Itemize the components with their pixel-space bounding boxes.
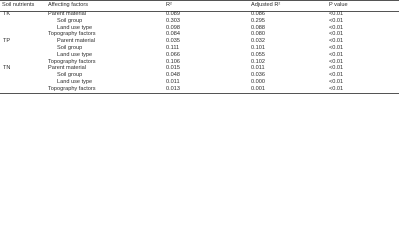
cell-adjusted-r2: 0.032 xyxy=(251,38,265,45)
cell-p-value: <0.01 xyxy=(329,58,344,65)
header-adjusted-r2: Adjusted R² xyxy=(251,2,281,9)
cell-p-value: <0.01 xyxy=(329,65,344,72)
cell-r2: 0.013 xyxy=(166,85,180,92)
table-header-row xyxy=(0,1,399,12)
cell-affecting-factor: Parent material xyxy=(48,65,86,72)
cell-adjusted-r2: 0.055 xyxy=(251,51,265,58)
cell-p-value: <0.01 xyxy=(329,38,344,45)
cell-r2: 0.011 xyxy=(166,79,180,86)
cell-r2: 0.089 xyxy=(166,11,180,18)
header-affecting-factors: Affecting factors xyxy=(48,2,89,9)
cell-affecting-factor: Soil group xyxy=(57,72,83,79)
cell-p-value: <0.01 xyxy=(329,51,344,58)
cell-adjusted-r2: 0.001 xyxy=(251,85,265,92)
cell-affecting-factor: Parent material xyxy=(57,38,95,45)
cell-r2: 0.048 xyxy=(166,72,180,79)
cell-p-value: <0.01 xyxy=(329,17,344,24)
cell-soil-nutrient xyxy=(0,79,46,86)
cell-p-value: <0.01 xyxy=(329,24,344,31)
regression-table xyxy=(0,0,399,94)
cell-adjusted-r2: 0.101 xyxy=(251,45,265,52)
cell-soil-nutrient xyxy=(0,73,46,80)
cell-adjusted-r2: 0.011 xyxy=(251,65,265,72)
cell-r2: 0.106 xyxy=(166,58,180,65)
cell-r2: 0.066 xyxy=(166,51,180,58)
header-p-value: P value xyxy=(329,2,348,9)
cell-affecting-factor: Topography factors xyxy=(48,85,96,92)
cell-soil-nutrient: TK xyxy=(3,11,11,18)
cell-adjusted-r2: 0.088 xyxy=(251,24,265,31)
cell-affecting-factor: Soil group xyxy=(57,45,83,52)
cell-adjusted-r2: 0.102 xyxy=(251,58,265,65)
cell-p-value: <0.01 xyxy=(329,79,344,86)
cell-adjusted-r2: 0.000 xyxy=(251,79,265,86)
header-soil-nutrients: Soil nutrients xyxy=(2,2,35,9)
table-body xyxy=(0,12,399,94)
cell-adjusted-r2: 0.295 xyxy=(251,17,265,24)
header-r2: R² xyxy=(166,2,172,9)
cell-soil-nutrient xyxy=(0,45,46,52)
cell-soil-nutrient xyxy=(0,18,46,25)
cell-p-value: <0.01 xyxy=(329,72,344,79)
cell-r2: 0.084 xyxy=(166,31,180,38)
cell-r2: 0.015 xyxy=(166,65,180,72)
cell-affecting-factor: Topography factors xyxy=(48,31,96,38)
cell-adjusted-r2: 0.086 xyxy=(251,11,265,18)
cell-r2: 0.111 xyxy=(166,45,180,52)
cell-affecting-factor: Topography factors xyxy=(48,58,96,65)
cell-soil-nutrient: TN xyxy=(3,65,11,72)
cell-affecting-factor: Soil group xyxy=(57,17,83,24)
cell-soil-nutrient xyxy=(0,25,46,32)
cell-affecting-factor: Land use type xyxy=(57,24,93,31)
cell-affecting-factor: Land use type xyxy=(57,79,93,86)
cell-affecting-factor: Parent material xyxy=(48,11,86,18)
cell-adjusted-r2: 0.080 xyxy=(251,31,265,38)
cell-p-value: <0.01 xyxy=(329,11,344,18)
cell-soil-nutrient xyxy=(0,86,46,93)
cell-soil-nutrient xyxy=(0,52,46,59)
cell-r2: 0.098 xyxy=(166,24,180,31)
cell-r2: 0.303 xyxy=(166,17,180,24)
cell-p-value: <0.01 xyxy=(329,45,344,52)
cell-p-value: <0.01 xyxy=(329,31,344,38)
cell-p-value: <0.01 xyxy=(329,85,344,92)
cell-r2: 0.035 xyxy=(166,38,180,45)
cell-soil-nutrient: TP xyxy=(3,38,11,45)
cell-adjusted-r2: 0.036 xyxy=(251,72,265,79)
cell-affecting-factor: Land use type xyxy=(57,51,93,58)
table-row xyxy=(0,86,399,93)
